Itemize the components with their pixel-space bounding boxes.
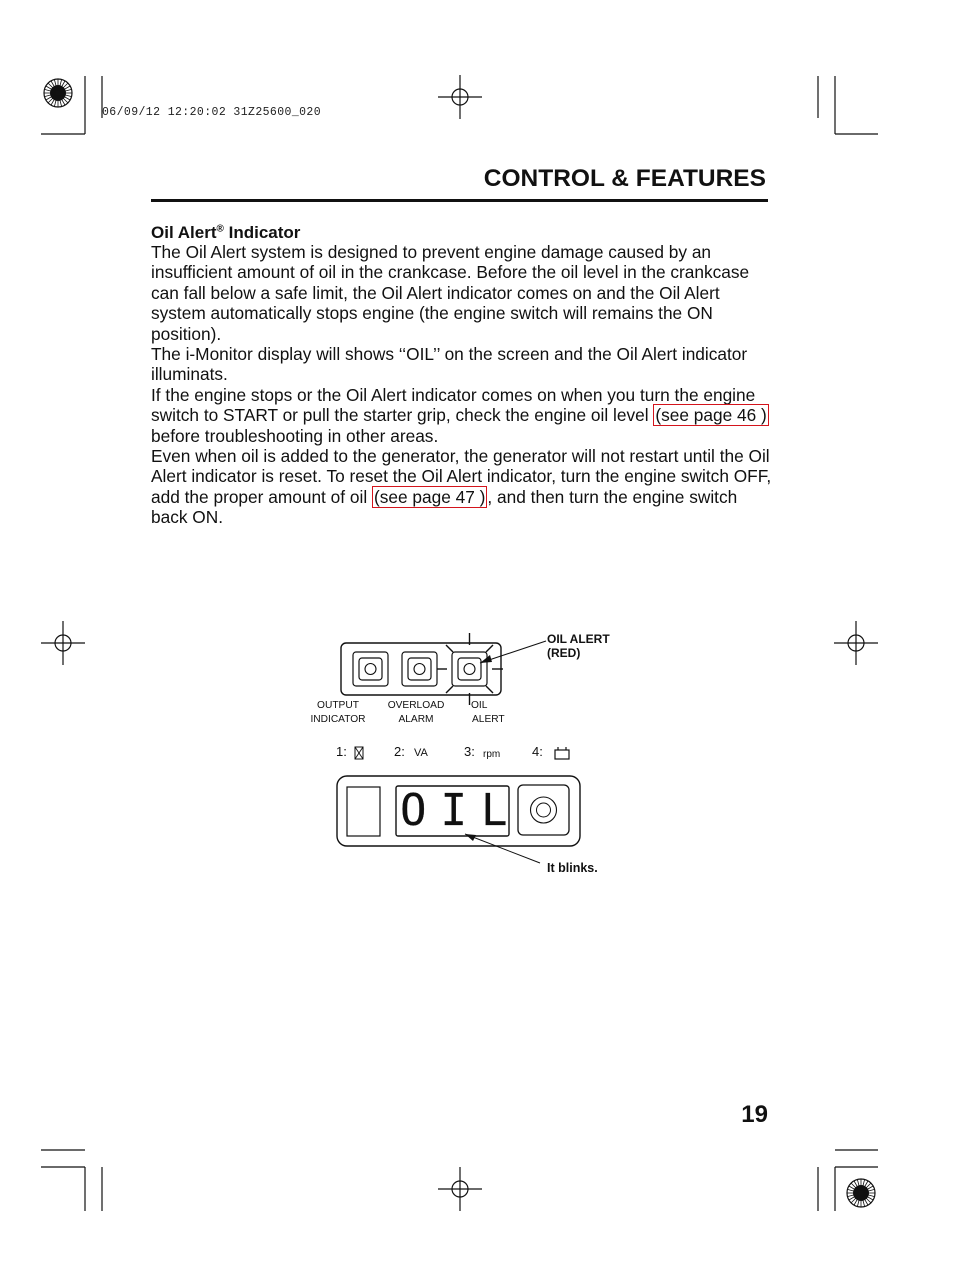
blink-callout: It blinks. — [547, 861, 598, 875]
mode-2-unit: VA — [414, 747, 428, 759]
paragraph-4-text: Even when oil is added to the generator, the generator will not restart until the Oil Alert indicator is reset. To reset the Oil Alert indicator, turn the engine switch OFF, add the proper amount of oil — [151, 446, 772, 507]
oil-alert-callout: OIL ALERT (RED) — [547, 632, 610, 660]
page-title: CONTROL & FEATURES — [483, 165, 766, 192]
arrowhead-icon — [480, 655, 492, 663]
mode-4-label: 4: — [532, 744, 543, 759]
oil-alert-label: OIL ALERT — [471, 700, 505, 725]
paragraph-3-text-end: before troubleshooting in other areas. — [151, 425, 439, 446]
registration-target-icon — [44, 79, 72, 107]
display-readout: OIL — [400, 785, 522, 836]
oil-alert-lamp — [452, 652, 487, 686]
display-side-window — [347, 787, 380, 836]
output-indicator-label: OUTPUT INDICATOR — [310, 700, 366, 725]
paragraph-3-text: If the engine stops or the Oil Alert indicator comes on when you turn the engine switch to START or pull the starter grip, check the engine oil level — [151, 384, 756, 426]
output-indicator-lamp — [353, 652, 388, 686]
mode-1-label: 1: — [336, 744, 347, 759]
print-stamp: 06/09/12 12:20:02 31Z25600_020 — [102, 106, 322, 119]
header-divider — [151, 199, 768, 202]
overload-alarm-label: OVERLOAD ALARM — [387, 700, 445, 725]
registered-mark: ® — [216, 223, 224, 235]
paragraph-4-text-end: , and then turn the engine switch back ON. — [151, 486, 738, 528]
see-page-46-link[interactable]: (see page 46 ) — [655, 405, 767, 426]
heading-main: Oil Alert — [151, 223, 217, 242]
heading-rest: Indicator — [223, 223, 301, 242]
paragraph-1: The Oil Alert system is designed to prevent engine damage caused by an insufficient amount of oil in the crankcase. Before the oil level in the crankcase can fall below a safe limit, the Oil Alert indicator comes on and the Oil Alert system automatically stops engine (the engine switch will remains the ON position). — [151, 242, 750, 344]
paragraph-3 — [151, 385, 776, 446]
section-heading — [151, 223, 300, 243]
mode-3-unit: rpm — [483, 749, 501, 760]
mode-button — [518, 785, 569, 835]
battery-icon — [555, 750, 569, 759]
overload-alarm-lamp — [402, 652, 437, 686]
paragraph-4 — [151, 446, 776, 528]
mode-3-label: 3: — [464, 744, 475, 759]
paragraph-2: The i-Monitor display will shows ‘‘OIL’’ on the screen and the Oil Alert indicator illuminats. — [151, 344, 748, 385]
oil-alert-diagram — [300, 625, 640, 885]
registration-target-icon — [847, 1179, 875, 1207]
mode-2-label: 2: — [394, 744, 405, 759]
page-number: 19 — [741, 1101, 768, 1128]
see-page-47-link[interactable]: (see page 47 ) — [373, 486, 486, 507]
section-body — [151, 242, 776, 528]
